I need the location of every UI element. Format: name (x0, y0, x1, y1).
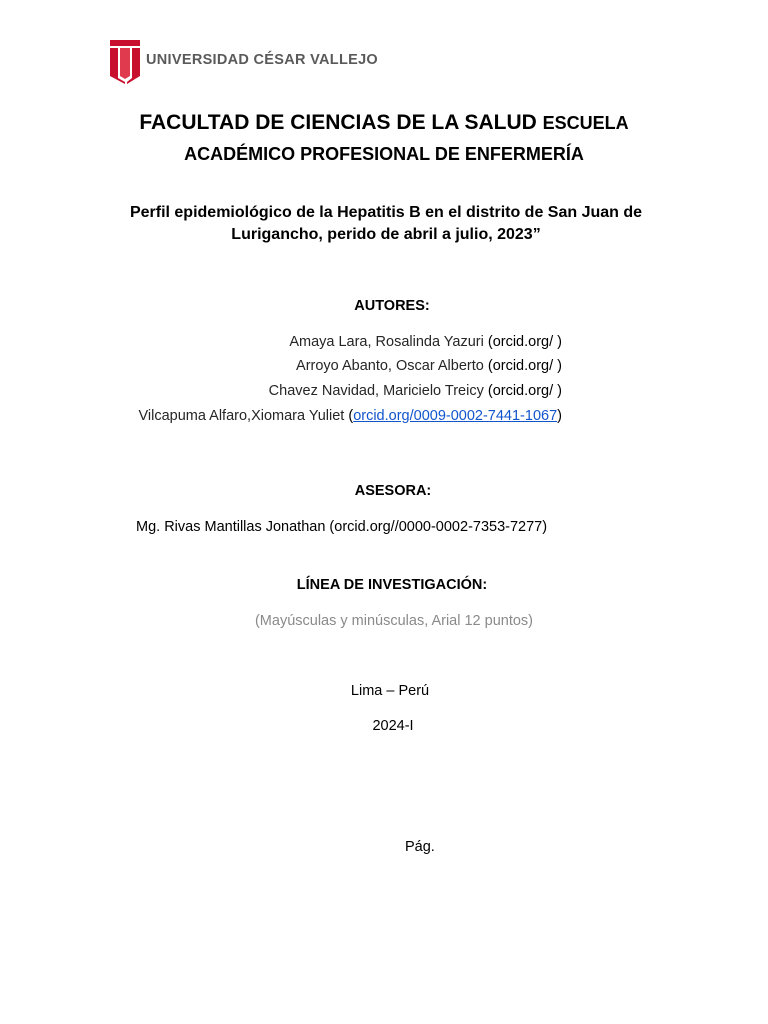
author-name: Arroyo Abanto, Oscar Alberto (296, 358, 484, 374)
author-orcid: (orcid.org/ ) (487, 358, 562, 374)
advisor-heading: ASESORA: (354, 483, 432, 499)
thesis-title: Perfil epidemiológico de la Hepatitis B en el distrito de San Juan de Lurigancho, perido de abril a julio, 2023” (129, 204, 643, 243)
logo-text: UNIVERSIDAD CÉSAR VALLEJO (146, 52, 379, 68)
research-line-placeholder: (Mayúsculas y minúsculas, Arial 12 puntos) (254, 613, 534, 629)
faculty-line-1 (0, 110, 768, 136)
author-name: Chavez Navidad, Maricielo Treicy (268, 383, 484, 399)
orcid-open-paren: ( (348, 408, 354, 424)
author-row (269, 383, 562, 399)
faculty-line-2: ACADÉMICO PROFESIONAL DE ENFERMERÍA (184, 144, 584, 164)
place-label: Lima – Perú (350, 683, 430, 699)
period-label: 2024-I (372, 718, 414, 734)
author-row (139, 408, 563, 424)
author-name: Amaya Lara, Rosalinda Yazuri (289, 334, 484, 350)
advisor-name: Mg. Rivas Mantillas Jonathan (orcid.org//0000-0002-7353-7277) (136, 519, 548, 535)
ucv-logo-icon (108, 38, 142, 84)
author-row (296, 358, 562, 374)
university-logo (108, 38, 379, 86)
school-word: ESCUELA (542, 113, 629, 133)
author-row (289, 334, 562, 350)
orcid-close-paren: ) (557, 408, 562, 424)
author-name: Vilcapuma Alfaro,Xiomara Yuliet (138, 408, 345, 424)
author-orcid: (orcid.org/ ) (487, 334, 562, 350)
page-number: Pág. (405, 839, 435, 855)
orcid-link[interactable]: orcid.org/0009-0002-7441-1067 (353, 408, 558, 424)
authors-heading: AUTORES: (354, 298, 430, 314)
faculty-name: FACULTAD DE CIENCIAS DE LA SALUD (139, 111, 537, 134)
author-orcid: (orcid.org/ ) (487, 383, 562, 399)
research-line-heading: LÍNEA DE INVESTIGACIÓN: (296, 577, 488, 593)
